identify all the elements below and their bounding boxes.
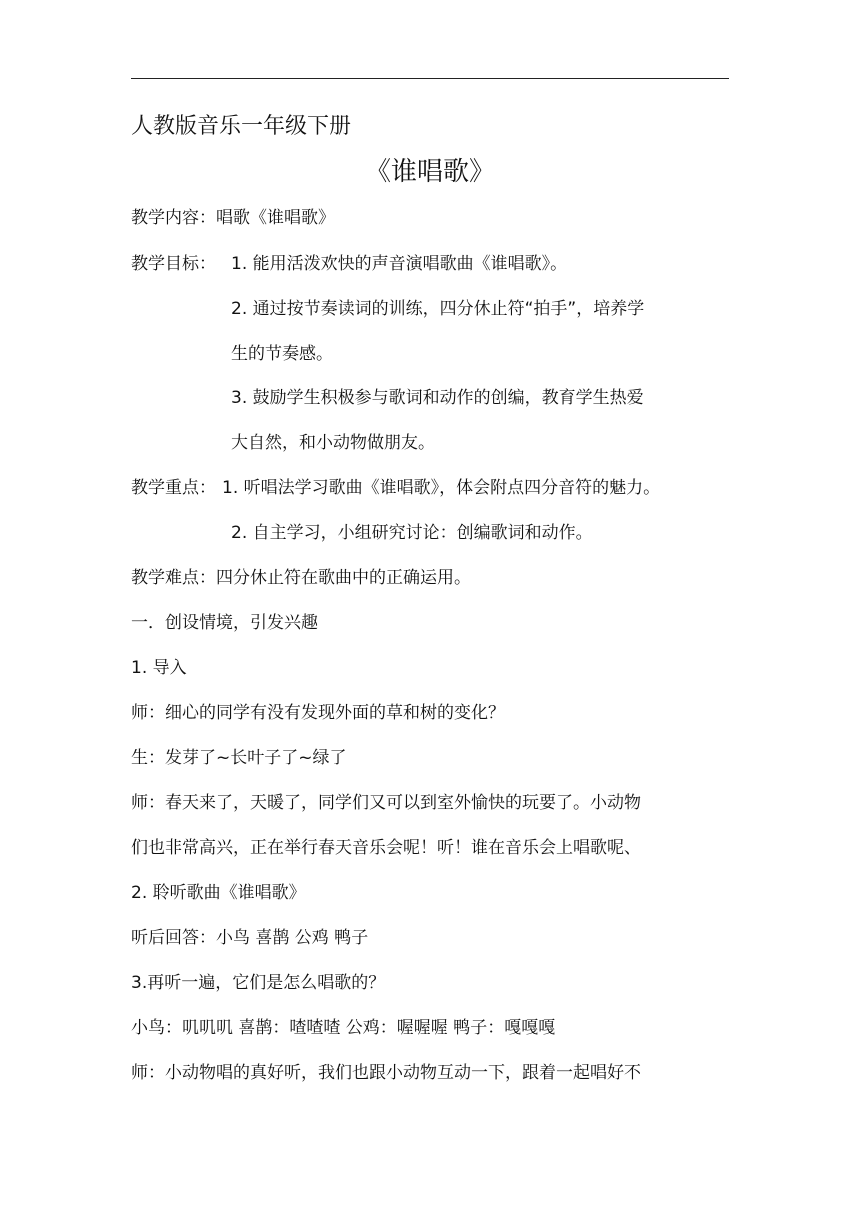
teacher-line-1: 师：细心的同学有没有发现外面的草和树的变化？ <box>131 703 505 723</box>
animal-sounds: 小鸟：叽叽叽 喜鹊：喳喳喳 公鸡：喔喔喔 鸭子：嘎嘎嘎 <box>131 1018 556 1038</box>
header-rule <box>131 78 729 79</box>
student-line-1: 生：发芽了~长叶子了~绿了 <box>131 748 347 768</box>
teaching-content: 教学内容：唱歌《谁唱歌》 <box>131 208 335 228</box>
goal-2-line-2: 生的节奏感。 <box>231 344 333 364</box>
section-heading-1: 一．创设情境，引发兴趣 <box>131 613 318 633</box>
goal-3-line-1: 3. 鼓励学生积极参与歌词和动作的创编，教育学生热爱 <box>231 388 644 408</box>
teacher-line-2a: 师：春天来了，天暖了，同学们又可以到室外愉快的玩要了。小动物 <box>131 793 641 813</box>
goal-1: 1. 能用活泼欢快的声音演唱歌曲《谁唱歌》。 <box>231 254 568 274</box>
teaching-goals-label: 教学目标： <box>131 254 216 274</box>
teacher-line-2b: 们也非常高兴，正在举行春天音乐会呢！听！谁在音乐会上唱歌呢、 <box>131 838 641 858</box>
key-point-2: 2. 自主学习，小组研究讨论：创编歌词和动作。 <box>231 523 593 543</box>
goal-2-line-1: 2. 通过按节奏读词的训练，四分休止符“拍手”，培养学 <box>231 299 645 319</box>
document-subtitle: 人教版音乐一年级下册 <box>131 114 352 139</box>
key-points-label: 教学重点： <box>131 478 216 498</box>
listening-answer: 听后回答：小鸟 喜鹊 公鸡 鸭子 <box>131 928 369 948</box>
step-2-heading: 2. 聆听歌曲《谁唱歌》 <box>131 883 306 903</box>
goal-3-line-2: 大自然，和小动物做朋友。 <box>231 433 435 453</box>
document-title: 《谁唱歌》 <box>364 157 495 187</box>
key-point-1: 1. 听唱法学习歌曲《谁唱歌》，体会附点四分音符的魅力。 <box>222 478 661 498</box>
step-3-heading: 3.再听一遍，它们是怎么唱歌的？ <box>131 973 386 993</box>
step-1-heading: 1. 导入 <box>131 658 187 678</box>
teacher-line-3: 师：小动物唱的真好听，我们也跟小动物互动一下，跟着一起唱好不 <box>131 1063 641 1083</box>
teaching-difficulty: 教学难点：四分休止符在歌曲中的正确运用。 <box>131 568 471 588</box>
